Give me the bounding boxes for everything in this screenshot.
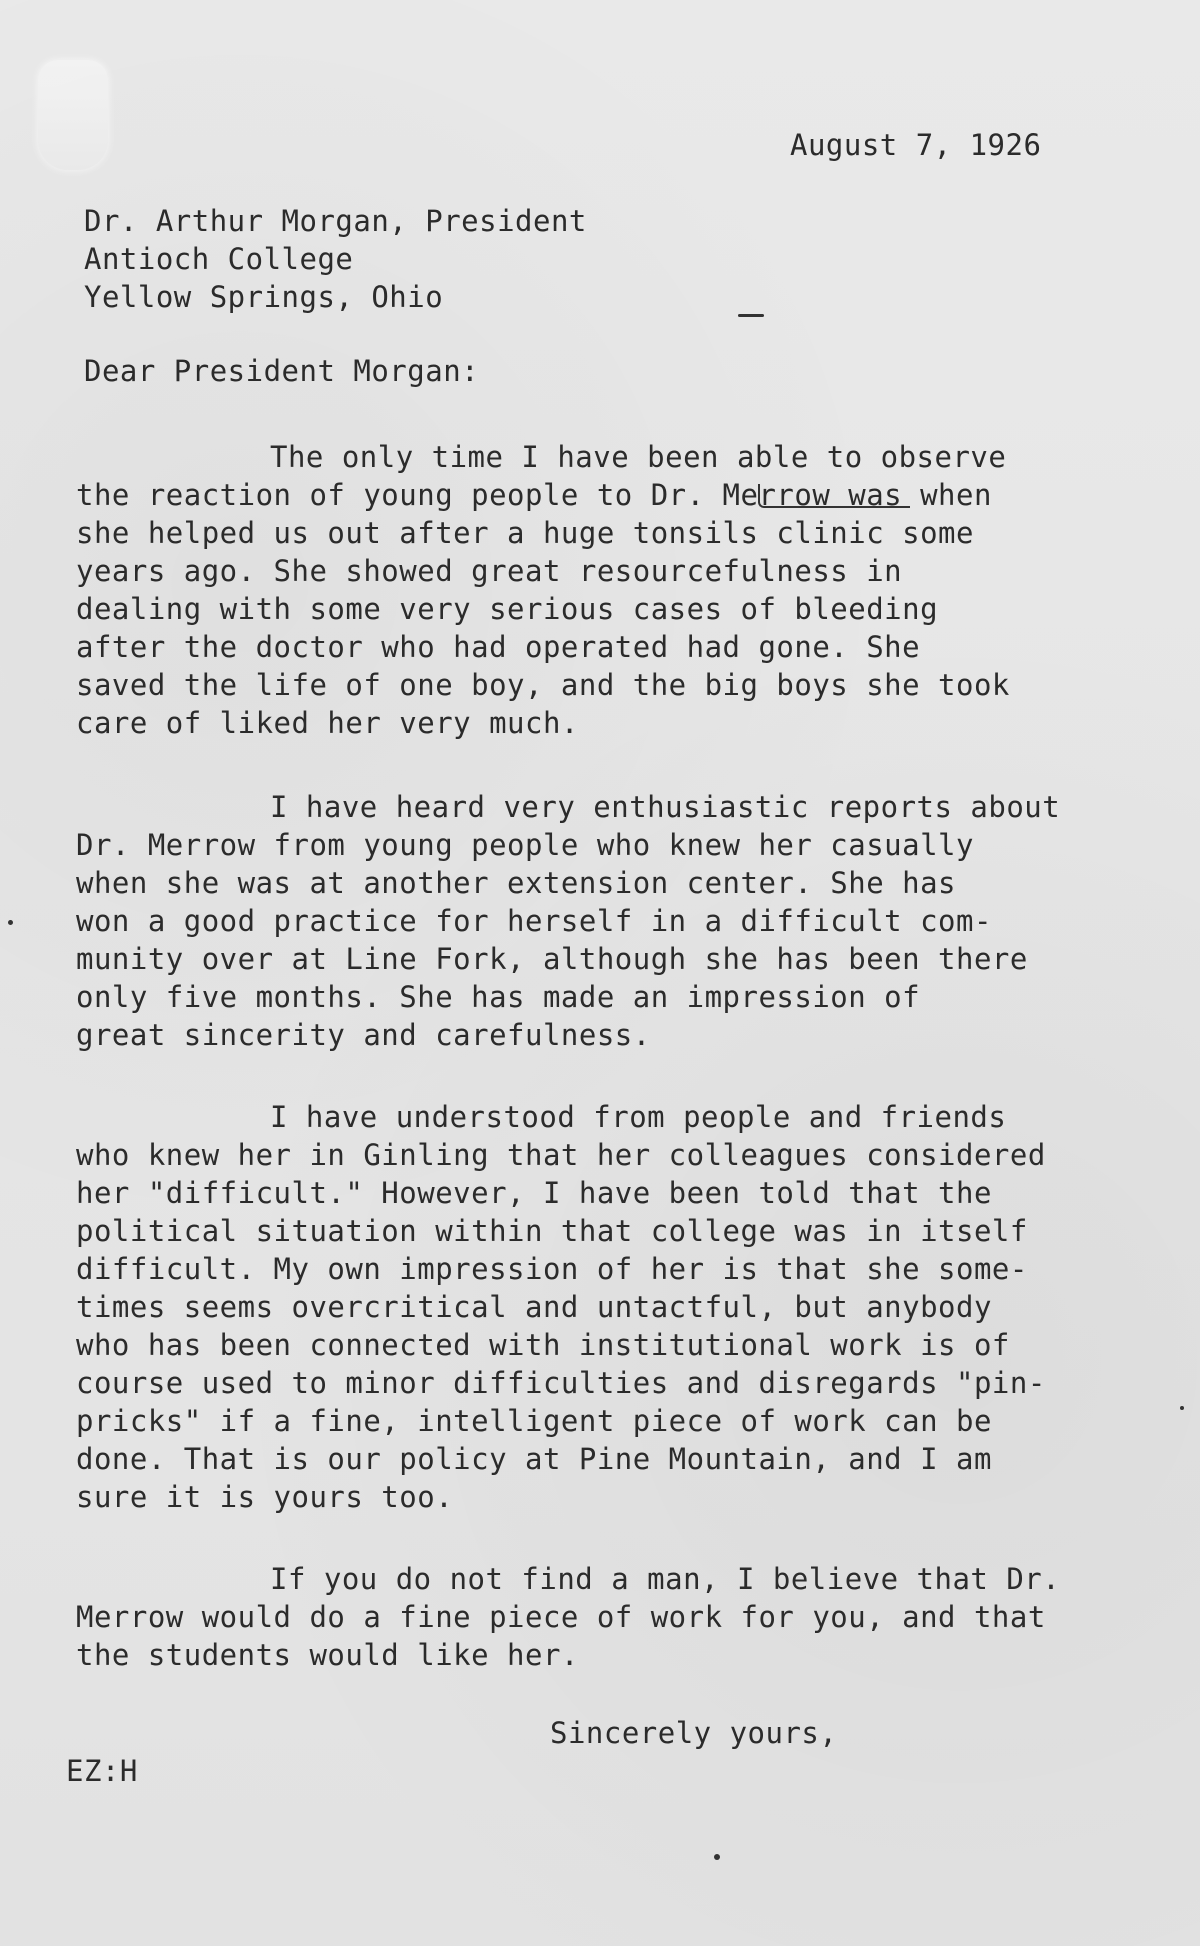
recipient-location: Yellow Springs, Ohio	[84, 280, 444, 314]
paragraph-2	[76, 788, 1060, 1054]
paragraph-line: I have heard very enthusiastic reports about	[270, 790, 1061, 824]
paragraph-line: won a good practice for herself in a difficult com-	[76, 904, 992, 938]
paragraph-line: saved the life of one boy, and the big boys she took	[76, 668, 1010, 702]
paragraph-line: course used to minor difficulties and disregards "pin-	[76, 1366, 1046, 1400]
paragraph-line: I have understood from people and friends	[270, 1100, 1007, 1134]
paragraph-line: The only time I have been able to observe	[270, 440, 1007, 474]
recipient-institution: Antioch College	[84, 242, 354, 276]
paragraph-line: care of liked her very much.	[76, 706, 579, 740]
closing: Sincerely yours,	[550, 1716, 838, 1750]
paragraph-line: after the doctor who had operated had gone. She	[76, 630, 921, 664]
letter-date: August 7, 1926	[790, 128, 1042, 162]
ink-speck	[8, 920, 13, 925]
paragraph-line: only five months. She has made an impression of	[76, 980, 921, 1014]
paragraph-line: the students would like her.	[76, 1638, 579, 1672]
paragraph-line: pricks" if a fine, intelligent piece of work can be	[76, 1404, 992, 1438]
paragraph-line: who knew her in Ginling that her colleagues considered	[76, 1138, 1046, 1172]
paragraph-line: difficult. My own impression of her is that she some-	[76, 1252, 1028, 1286]
ink-speck	[714, 1854, 720, 1860]
salutation: Dear President Morgan:	[84, 354, 480, 388]
paragraph-line: sure it is yours too.	[76, 1480, 454, 1514]
paragraph-line: Dr. Merrow from young people who knew her casually	[76, 828, 974, 862]
typist-initials: EZ:H	[66, 1754, 138, 1788]
recipient-address	[84, 202, 587, 316]
paragraph-line: munity over at Line Fork, although she has been there	[76, 942, 1028, 976]
paragraph-line: done. That is our policy at Pine Mountain, and I am	[76, 1442, 992, 1476]
paragraph-line: who has been connected with institutional work is of	[76, 1328, 1010, 1362]
paragraph-line: great sincerity and carefulness.	[76, 1018, 651, 1052]
paragraph-line: the reaction of young people to Dr. Merrow was when	[76, 478, 992, 512]
paragraph-3	[76, 1098, 1046, 1516]
paragraph-4	[76, 1560, 1060, 1674]
ink-speck	[1180, 1406, 1184, 1410]
paragraph-line: she helped us out after a huge tonsils clinic some	[76, 516, 974, 550]
paragraph-line: political situation within that college was in itself	[76, 1214, 1028, 1248]
paperclip-mark	[38, 60, 108, 170]
paragraph-line: Merrow would do a fine piece of work for you, and that	[76, 1600, 1046, 1634]
ink-speck	[738, 314, 764, 317]
paragraph-1	[76, 438, 1010, 742]
paragraph-line: If you do not find a man, I believe that Dr.	[270, 1562, 1061, 1596]
paragraph-line: dealing with some very serious cases of bleeding	[76, 592, 939, 626]
paragraph-line: years ago. She showed great resourcefulness in	[76, 554, 903, 588]
recipient-name: Dr. Arthur Morgan, President	[84, 204, 587, 238]
paragraph-line: when she was at another extension center. She has	[76, 866, 957, 900]
paragraph-line: her "difficult." However, I have been told that the	[76, 1176, 992, 1210]
paragraph-line: times seems overcritical and untactful, but anybody	[76, 1290, 992, 1324]
